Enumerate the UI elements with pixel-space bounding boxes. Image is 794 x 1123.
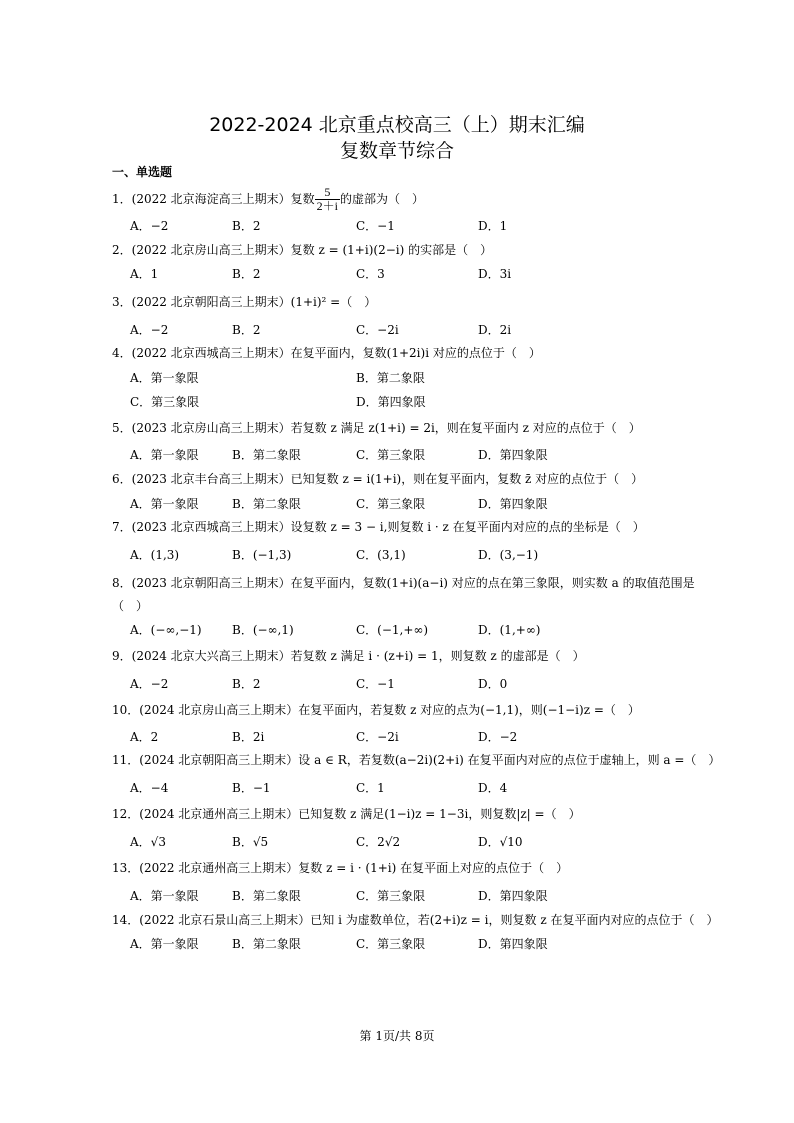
question-3-option-d: D．2i: [478, 323, 512, 337]
question-2-stem: 2．(2022 北京房山高三上期末）复数 z = (1+i)(2−i) 的实部是（ ）: [112, 243, 493, 257]
section-heading: 一、单选题: [112, 165, 173, 179]
question-7-option-a: A．(1,3): [130, 548, 180, 562]
question-4-option-d: D．第四象限: [356, 395, 426, 409]
question-13-stem: 13．(2022 北京通州高三上期末）复数 z = i · (1+i) 在复平面上对应的点位于（ ）: [112, 861, 569, 875]
question-14-option-d: D．第四象限: [478, 937, 548, 951]
question-10-option-b: B．2i: [232, 730, 265, 744]
question-13-option-a: A．第一象限: [130, 889, 199, 903]
question-8-stem-continued: （ ）: [112, 599, 149, 613]
question-4-stem: 4．(2022 北京西城高三上期末）在复平面内，复数(1+2i)i 对应的点位于（ ）: [112, 346, 541, 360]
question-9-option-d: D．0: [478, 677, 508, 691]
page-footer: 第 1页/共 8页: [359, 1029, 435, 1043]
question-12-option-c: C．2√2: [356, 835, 401, 849]
question-13-option-d: D．第四象限: [478, 889, 548, 903]
option-b: B．2: [232, 219, 261, 233]
fraction-numerator: 5: [315, 186, 340, 200]
question-12-option-d: D．√10: [478, 835, 523, 849]
question-11-option-c: C．1: [356, 781, 385, 795]
question-11-option-d: D．4: [478, 781, 508, 795]
question-12-stem: 12．(2024 北京通州高三上期末）已知复数 z 满足(1−i)z = 1−3i，则复数|z| =（ ）: [112, 807, 581, 821]
option-d: D．1: [478, 219, 508, 233]
option-c: C．−1: [356, 219, 395, 233]
question-8-option-a: A．(−∞,−1): [130, 623, 202, 637]
question-14-option-b: B．第二象限: [232, 937, 301, 951]
document-subtitle: 复数章节综合: [339, 140, 454, 162]
question-11-option-a: A．−4: [130, 781, 169, 795]
document-title: 2022-2024 北京重点校高三（上）期末汇编: [209, 114, 585, 136]
question-2-option-c: C．3: [356, 267, 385, 281]
fraction: [315, 186, 340, 213]
question-9-option-c: C．−1: [356, 677, 395, 691]
question-5-option-a: A．第一象限: [130, 448, 199, 462]
question-12-option-a: A．√3: [130, 835, 166, 849]
option-a: A．−2: [130, 219, 169, 233]
question-6-option-d: D．第四象限: [478, 497, 548, 511]
question-11-option-b: B．−1: [232, 781, 271, 795]
question-1-prefix: 1．(2022 北京海淀高三上期末）复数: [112, 192, 315, 206]
question-5-stem: 5．(2023 北京房山高三上期末）若复数 z 满足 z(1+i) = 2i，则在复平面内 z 对应的点位于（ ）: [112, 421, 641, 435]
question-2-option-a: A．1: [130, 267, 159, 281]
question-4-option-b: B．第二象限: [356, 371, 425, 385]
question-6-option-c: C．第三象限: [356, 497, 426, 511]
question-14-option-c: C．第三象限: [356, 937, 426, 951]
question-3-option-c: C．−2i: [356, 323, 399, 337]
question-2-option-d: D．3i: [478, 267, 512, 281]
question-6-option-b: B．第二象限: [232, 497, 301, 511]
question-7-stem: 7．(2023 北京西城高三上期末）设复数 z = 3 − i,则复数 i · z 在复平面内对应的点的坐标是（ ）: [112, 520, 645, 534]
question-2-option-b: B．2: [232, 267, 261, 281]
question-14-option-a: A．第一象限: [130, 937, 199, 951]
question-11-stem: 11．(2024 北京朝阳高三上期末）设 a ∈ R，若复数(a−2i)(2+i) 在复平面内对应的点位于虚轴上，则 a =（ ）: [112, 753, 721, 767]
question-9-option-b: B．2: [232, 677, 261, 691]
question-1-suffix: 的虚部为（ ）: [340, 192, 425, 206]
fraction-denominator: 2＋i: [316, 199, 339, 213]
question-10-option-c: C．−2i: [356, 730, 399, 744]
question-7-option-d: D．(3,−1): [478, 548, 539, 562]
question-10-stem: 10．(2024 北京房山高三上期末）在复平面内，若复数 z 对应的点为(−1,1)，则(−1−i)z =（ ）: [112, 703, 640, 717]
question-14-stem: 14．(2022 北京石景山高三上期末）已知 i 为虚数单位，若(2+i)z = i，则复数 z 在复平面内对应的点位于（ ）: [112, 913, 719, 927]
question-3-stem: 3．(2022 北京朝阳高三上期末）(1+i)² =（ ）: [112, 295, 377, 309]
question-8-stem: 8．(2023 北京朝阳高三上期末）在复平面内，复数(1+i)(a−i) 对应的点在第三象限，则实数 a 的取值范围是: [112, 576, 695, 590]
question-9-option-a: A．−2: [130, 677, 169, 691]
question-4-option-a: A．第一象限: [130, 371, 199, 385]
question-8-option-b: B．(−∞,1): [232, 623, 294, 637]
question-5-option-b: B．第二象限: [232, 448, 301, 462]
question-8-option-c: C．(−1,+∞): [356, 623, 429, 637]
question-5-option-d: D．第四象限: [478, 448, 548, 462]
question-6-stem: 6．(2023 北京丰台高三上期末）已知复数 z = i(1+i)，则在复平面内，复数 z̄ 对应的点位于（ ）: [112, 472, 644, 486]
question-12-option-b: B．√5: [232, 835, 269, 849]
question-3-option-b: B．2: [232, 323, 261, 337]
question-10-option-a: A．2: [130, 730, 159, 744]
question-5-option-c: C．第三象限: [356, 448, 426, 462]
question-4-option-c: C．第三象限: [130, 395, 200, 409]
question-1-stem: [112, 186, 692, 213]
question-13-option-b: B．第二象限: [232, 889, 301, 903]
question-8-option-d: D．(1,+∞): [478, 623, 541, 637]
question-6-option-a: A．第一象限: [130, 497, 199, 511]
question-13-option-c: C．第三象限: [356, 889, 426, 903]
question-7-option-b: B．(−1,3): [232, 548, 292, 562]
question-10-option-d: D．−2: [478, 730, 518, 744]
question-7-option-c: C．(3,1): [356, 548, 406, 562]
question-3-option-a: A．−2: [130, 323, 169, 337]
question-9-stem: 9．(2024 北京大兴高三上期末）若复数 z 满足 i · (z+i) = 1，则复数 z 的虚部是（ ）: [112, 649, 585, 663]
